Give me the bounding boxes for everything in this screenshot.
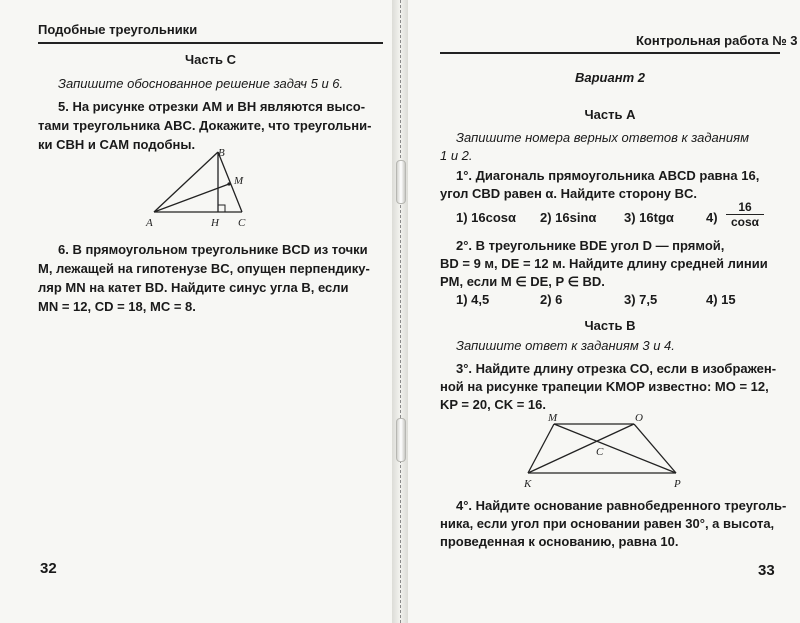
task2-option: 2) 6 (540, 292, 563, 307)
label-a: A (146, 217, 153, 229)
task1-option: 1) 16cosα (456, 210, 517, 225)
task1-option: 4) (706, 210, 718, 225)
fraction-numerator: 16 (726, 200, 764, 215)
task4-line: ника, если угол при основании равен 30°, а высота, (440, 516, 775, 531)
part-a-title: Часть А (584, 107, 636, 122)
task3-line: 3°. Найдите длину отрезка CO, если в изображен- (456, 361, 777, 376)
task6-line: 6. В прямоугольном треугольнике BCD из точки (58, 242, 368, 257)
right-page-number: 33 (758, 562, 775, 579)
task2-line: BD = 9 м, DE = 12 м. Найдите длину средней линии (440, 256, 768, 271)
label-c: C (238, 217, 246, 229)
label-o: O (635, 412, 643, 424)
task2-option: 1) 4,5 (456, 292, 490, 307)
task2-line: PM, если M ∈ DE, P ∈ BD. (440, 274, 605, 289)
task5-line: тами треугольника ABC. Докажите, что треугольни- (38, 118, 372, 133)
label-m: M (234, 175, 244, 187)
label-b: B (218, 147, 225, 159)
task1-line: угол CBD равен α. Найдите сторону BC. (440, 186, 698, 201)
left-page-number: 32 (40, 560, 57, 577)
triangle-abc-figure (140, 140, 260, 240)
cut-line (400, 0, 401, 623)
task6-line: ляр MN на катет BD. Найдите синус угла B, если (38, 280, 349, 295)
task3-line: KP = 20, CK = 16. (440, 397, 546, 412)
part-c-title: Часть С (185, 52, 236, 67)
label-c: C (596, 446, 604, 458)
staple-bottom (396, 418, 406, 462)
trapezoid-kmop-figure (520, 410, 700, 490)
right-header-rule (440, 52, 780, 54)
task2-option: 3) 7,5 (624, 292, 658, 307)
part-c-instruction: Запишите обоснованное решение задач 5 и 6. (58, 76, 344, 91)
task1-option4-fraction (726, 200, 764, 229)
right-page-header: Контрольная работа № 3 (636, 33, 798, 48)
left-page-header: Подобные треугольники (38, 22, 198, 37)
variant-title: Вариант 2 (575, 70, 645, 85)
label-m: M (548, 412, 558, 424)
left-header-rule (38, 42, 383, 44)
task2-option: 4) 15 (706, 292, 736, 307)
task6-line: MN = 12, CD = 18, MC = 8. (38, 299, 196, 314)
label-h: H (211, 217, 219, 229)
fraction-denominator: cosα (730, 215, 760, 229)
task6-line: M, лежащей на гипотенузе BC, опущен перпендику- (38, 261, 370, 276)
task4-line: 4°. Найдите основание равнобедренного треуголь- (456, 498, 787, 513)
staple-top (396, 160, 406, 204)
task5-line: 5. На рисунке отрезки AM и BH являются высо- (58, 99, 366, 114)
label-k: K (524, 478, 532, 490)
part-b-title: Часть В (584, 318, 636, 333)
task5-line: ки CBH и CAM подобны. (38, 137, 196, 152)
label-p: P (674, 478, 681, 490)
part-a-instruction: Запишите номера верных ответов к заданиям (456, 130, 750, 145)
task3-line: ной на рисунке трапеции KMOP известно: MO = 12, (440, 379, 769, 394)
part-a-instruction: 1 и 2. (440, 148, 473, 163)
task2-line: 2°. В треугольнике BDE угол D — прямой, (456, 238, 725, 253)
part-b-instruction: Запишите ответ к заданиям 3 и 4. (456, 338, 675, 353)
task1-line: 1°. Диагональ прямоугольника ABCD равна 16, (456, 168, 760, 183)
task1-option: 2) 16sinα (540, 210, 597, 225)
task1-option: 3) 16tgα (624, 210, 674, 225)
task4-line: проведенная к основанию, равна 10. (440, 534, 679, 549)
